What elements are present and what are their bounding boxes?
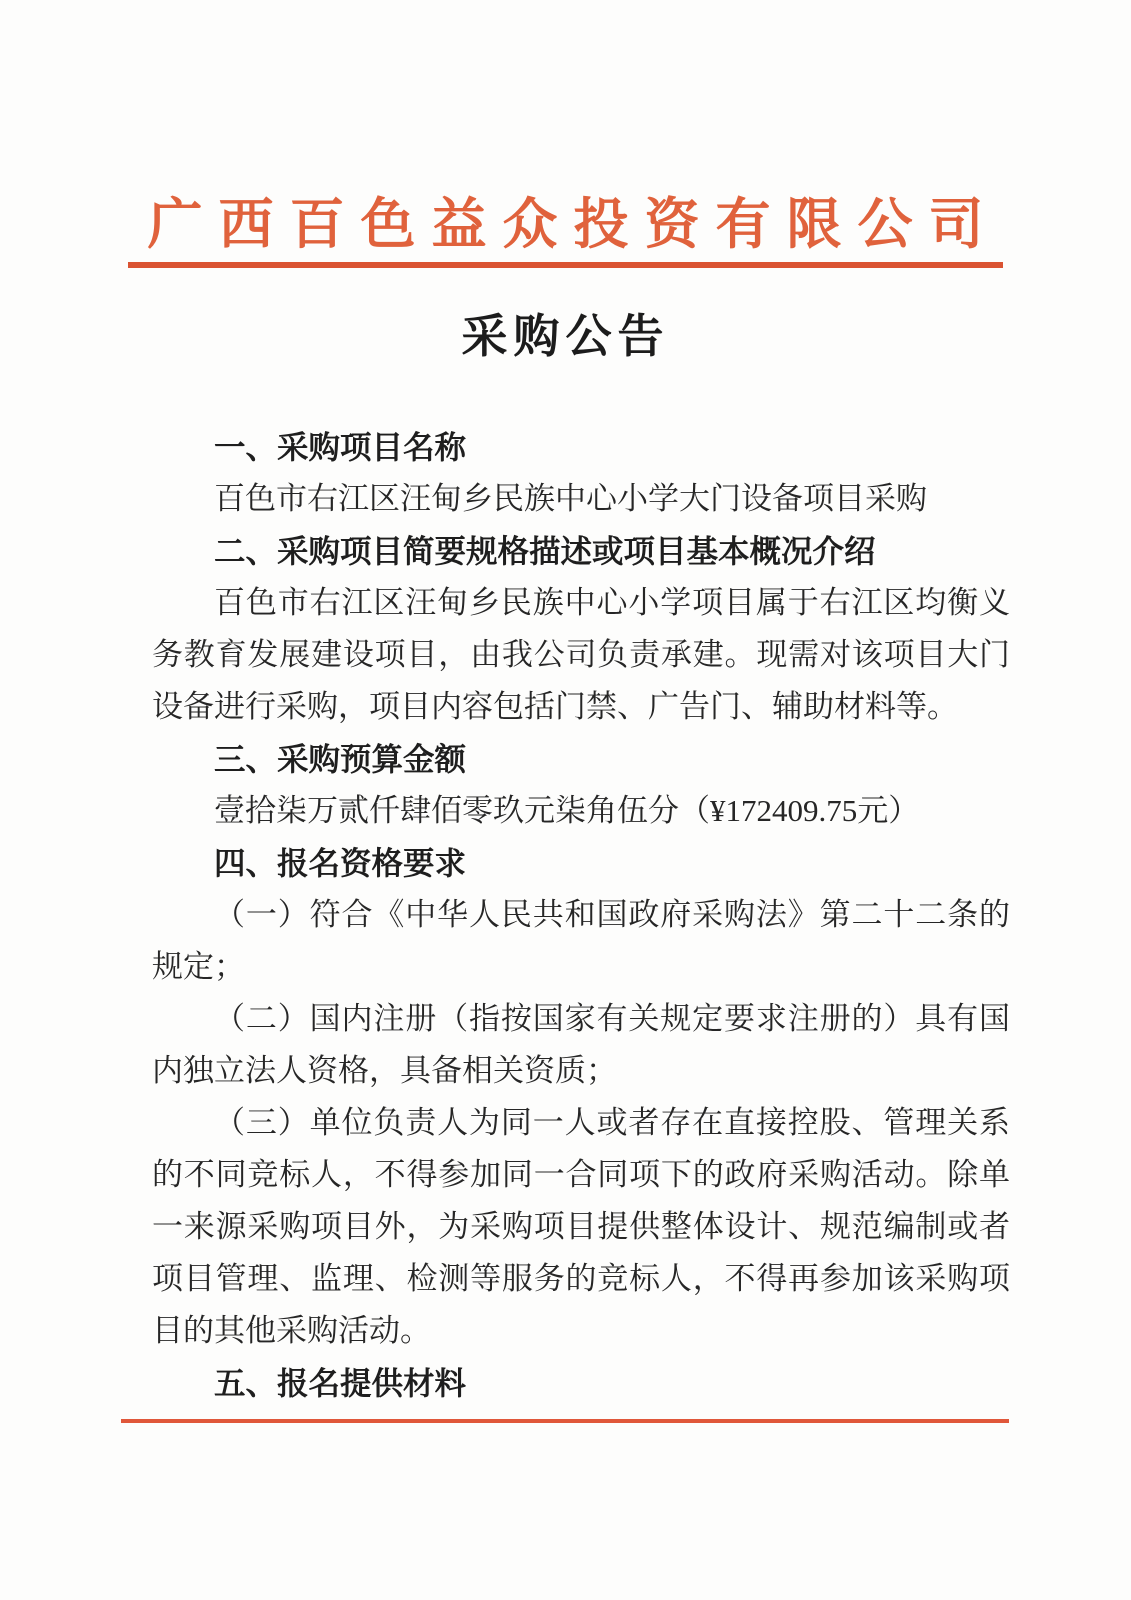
section-3-heading: 三、采购预算金额 <box>214 741 467 777</box>
section-4-paragraph-1: （一）符合《中华人民共和国政府采购法》第二十二条的规定； <box>152 897 1010 984</box>
section-3-paragraph: 壹拾柒万贰仟肆佰零玖元柒角伍分（¥172409.75元） <box>214 793 920 828</box>
section-4-paragraph-2: （二）国内注册（指按国家有关规定要求注册的）具有国内独立法人资格，具备相关资质； <box>152 1001 1010 1088</box>
section-5-heading: 五、报名提供材料 <box>214 1365 467 1401</box>
section-1-paragraph: 百色市右江区汪甸乡民族中心小学大门设备项目采购 <box>214 481 927 516</box>
section-4-heading: 四、报名资格要求 <box>214 845 467 881</box>
header-divider-rule <box>128 262 1003 268</box>
section-1-heading: 一、采购项目名称 <box>214 429 467 465</box>
section-2-paragraph: 百色市右江区汪甸乡民族中心小学项目属于右江区均衡义务教育发展建设项目，由我公司负责承建。现需对该项目大门设备进行采购，项目内容包括门禁、广告门、辅助材料等。 <box>152 585 1010 724</box>
document-body <box>152 421 1010 1409</box>
section-2-heading: 二、采购项目简要规格描述或项目基本概况介绍 <box>214 533 876 569</box>
document-title: 采购公告 <box>461 311 670 362</box>
company-name-header: 广西百色益众投资有限公司 <box>147 194 1000 255</box>
section-4-paragraph-3: （三）单位负责人为同一人或者存在直接控股、管理关系的不同竞标人，不得参加同一合同项下的政府采购活动。除单一来源采购项目外，为采购项目提供整体设计、规范编制或者项目管理、监理、检测等服务的竞标人，不得再参加该采购项目的其他采购活动。 <box>152 1105 1010 1348</box>
footer-divider-rule <box>121 1419 1009 1423</box>
